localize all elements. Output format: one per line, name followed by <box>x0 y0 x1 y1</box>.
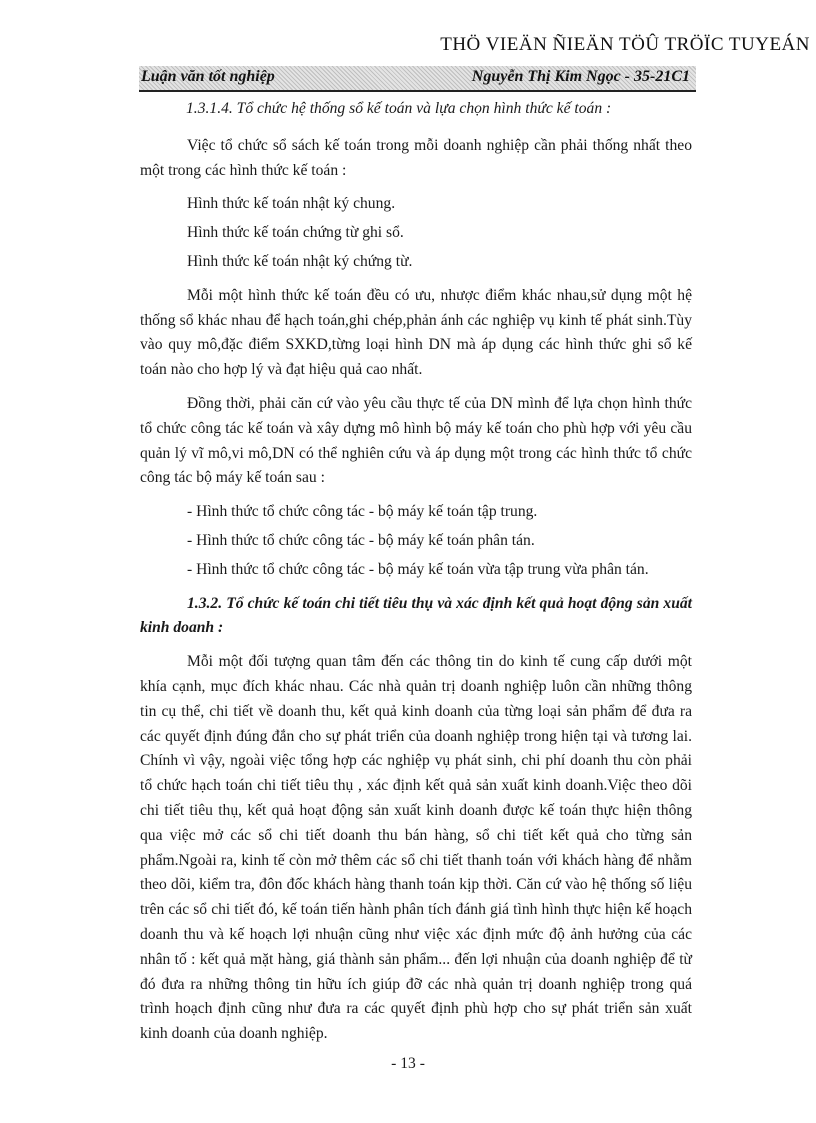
list-item-form: Hình thức kế toán nhật ký chứng từ. <box>187 252 413 270</box>
page-number: - 13 - <box>391 1055 425 1072</box>
paragraph-also: Đồng thời, phải căn cứ vào yêu cầu thực tế của DN mình để lựa chọn hình thức tổ chức công tác kế toán và xây dựng mô hình bộ máy kế toán cho phù hợp với yêu cầu quản lý vĩ mô,vi mô,DN có thể nghiên cứu và áp dụng một trong các hình thức tổ chức công tác bộ máy kế toán sau : <box>140 394 692 487</box>
running-header <box>139 66 696 92</box>
section-heading-1314: 1.3.1.4. Tổ chức hệ thống sổ kế toán và lựa chọn hình thức kế toán : <box>186 100 612 117</box>
list-item-form: Hình thức kế toán nhật ký chung. <box>187 195 396 213</box>
header-thesis-title: Luận văn tốt nghiệp <box>141 68 275 85</box>
list-item-org-form: - Hình thức tổ chức công tác - bộ máy kế toán tập trung. <box>187 503 538 521</box>
paragraph-each-form: Mỗi một hình thức kế toán đều có ưu, nhược điểm khác nhau,sử dụng một hệ thống sổ khác nhau để hạch toán,ghi chép,phản ánh các nghiệp vụ kinh tế phát sinh.Tùy vào quy mô,đặc điểm SXKD,từng loại hình DN mà áp dụng các hình thức ghi sổ kế toán nào cho hợp lý và đạt hiệu quả cao nhất. <box>140 286 692 379</box>
library-watermark: THÖ VIEÄN ÑIEÄN TÖÛ TRÖÏC TUYEÁN <box>440 34 810 55</box>
list-item-org-form: - Hình thức tổ chức công tác - bộ máy kế toán phân tán. <box>187 531 535 549</box>
header-author: Nguyễn Thị Kim Ngọc - 35-21C1 <box>471 68 690 85</box>
list-item-org-form: - Hình thức tổ chức công tác - bộ máy kế toán vừa tập trung vừa phân tán. <box>187 560 649 578</box>
page-body <box>140 97 692 1056</box>
paragraph-intro: Việc tổ chức sổ sách kế toán trong mỗi doanh nghiệp cần phải thống nhất theo một trong các hình thức kế toán : <box>140 136 692 179</box>
list-item-form: Hình thức kế toán chứng từ ghi sổ. <box>187 224 404 242</box>
section-heading-132: 1.3.2. Tổ chức kế toán chi tiết tiêu thụ và xác định kết quả hoạt động sản xuất kinh doanh : <box>140 594 692 637</box>
paragraph-section-132: Mỗi một đối tượng quan tâm đến các thông tin do kinh tế cung cấp dưới một khía cạnh, mục đích khác nhau. Các nhà quản trị doanh nghiệp luôn cần những thông tin cụ thể, chi tiết về doanh thu, kết quả kinh doanh của từng loại sản phẩm để đưa ra các quyết định đúng đắn cho sự phát triển của doanh nghiệp trong hiện tại và tương lai. Chính vì vậy, ngoài việc tổng hợp các nghiệp vụ phát sinh, chi phí doanh thu còn phải tổ chức hạch toán chi tiết tiêu thụ , xác định kết quả sản xuất kinh doanh.Việc theo dõi chi tiết tiêu thụ, kết quả hoạt động sản xuất kinh doanh được kế toán thực hiện thông qua việc mở các sổ chi tiết doanh thu bán hàng, sổ chi tiết kết quả cho từng sản phẩm.Ngoài ra, kinh tế còn mở thêm các sổ chi tiết thanh toán với khách hàng để nhằm theo dõi, kiểm tra, đôn đốc khách hàng thanh toán kịp thời. Căn cứ vào hệ thống số liệu trên các sổ chi tiết đó, kế toán tiến hành phân tích đánh giá tình hình thực hiện kế hoạch doanh thu và kế hoạch lợi nhuận cũng như việc xác định mức độ ảnh hưởng của các nhân tố : kết quả mặt hàng, giá thành sản phẩm... đến lợi nhuận của doanh nghiệp để từ đó đưa ra những thông tin hữu ích giúp đỡ các nhà quản trị doanh nghiệp trong quá trình hoạch định cũng như đưa ra các quyết định phù hợp cho sự phát triển sản xuất kinh doanh của doanh nghiệp. <box>140 653 692 1043</box>
